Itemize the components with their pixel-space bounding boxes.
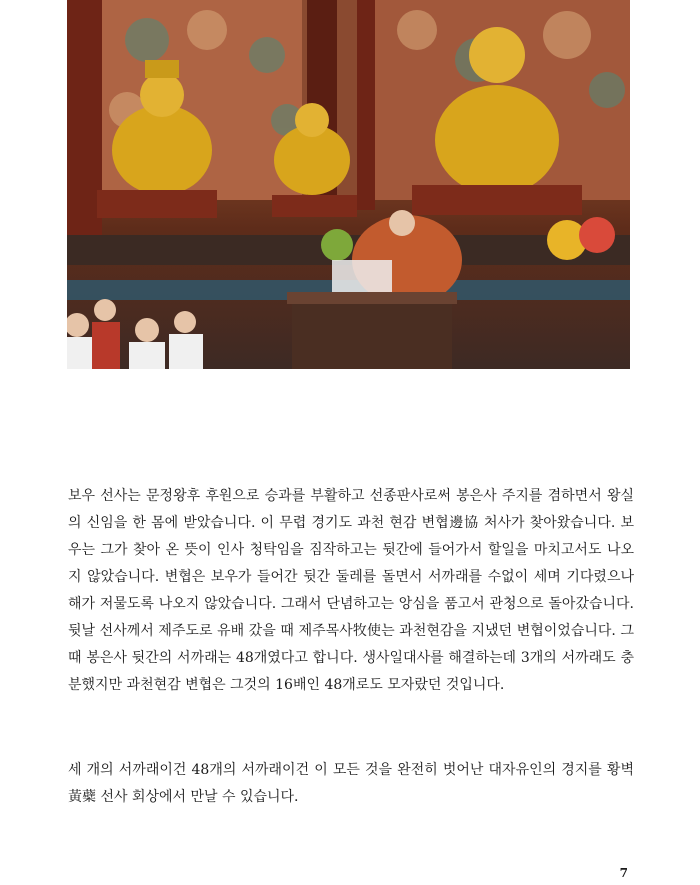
page-number: 7	[619, 866, 628, 880]
paragraph-text: 보우 선사는 문정왕후 후원으로 승과를 부활하고 선종판사로써 봉은사 주지를 겸하면서 왕실의 신임을 한 몸에 받았습니다. 이 무렵 경기도 과천 현감 변협邊協 처사가 찾아왔습니다. 보우는 그가 찾아 온 뜻이 인사 청탁임을 짐작하고는 뒷간에 들어가서 할일을 마치고서도 나오지 않았습니다. 변협은 보우가 들어간 뒷간 둘레를 돌면서 서까래를 수없이 세며 기다렸으나 해가 저물도록 나오지 않았습니다. 그래서 단념하고는 앙심을 품고서 관청으로 돌아갔습니다. 뒷날 선사께서 제주도로 유배 갔을 때 제주목사牧使는 과천현감을 지냈던 변협이었습니다. 그때 봉은사 뒷간의 서까래는 48개였다고 합니다. 생사일대사를 해결하는데 3개의 서까래도 충분했지만 과천현감 변협은 그것의 16배인 48개로도 모자랐던 것입니다.	[68, 488, 634, 693]
temple-illustration	[67, 0, 630, 369]
temple-photo	[67, 0, 630, 369]
body-paragraph-1	[68, 483, 634, 699]
body-paragraph-2	[68, 757, 634, 811]
paragraph-text: 세 개의 서까래이건 48개의 서까래이건 이 모든 것을 완전히 벗어난 대자유인의 경지를 황벽黃蘗 선사 회상에서 만날 수 있습니다.	[68, 762, 634, 805]
